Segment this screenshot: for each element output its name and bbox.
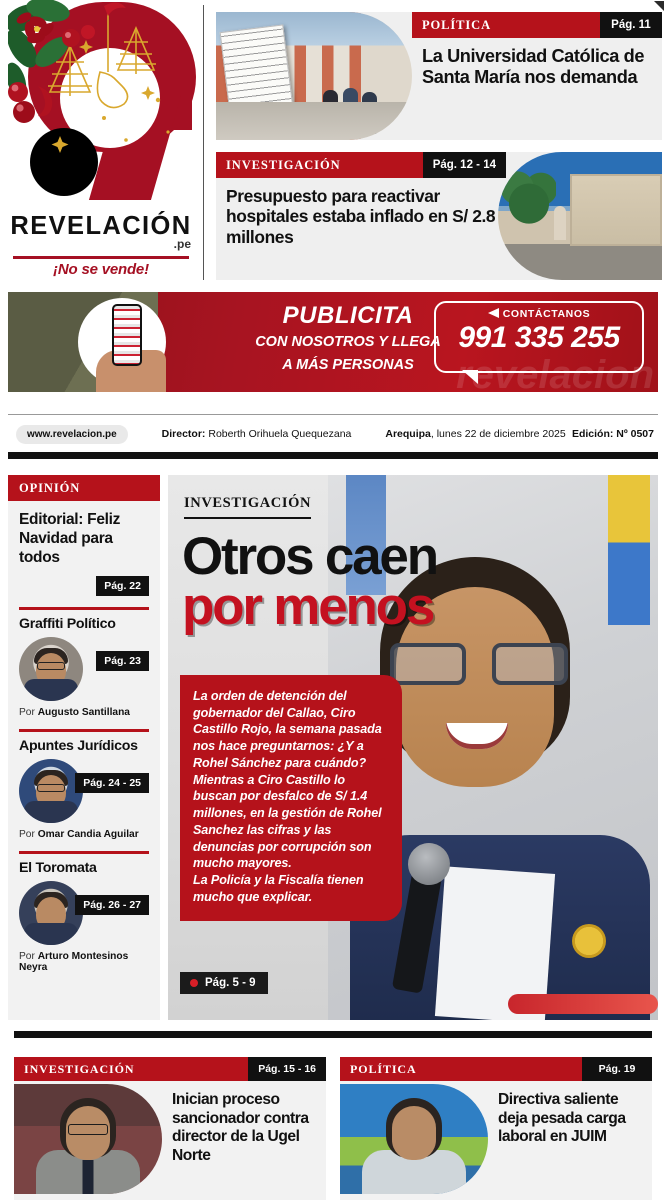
edition-info (572, 428, 654, 440)
main-story-kicker[interactable]: INVESTIGACIÓN (184, 495, 311, 519)
bottom-section-rule (14, 1031, 652, 1038)
section-tag-politica[interactable]: POLÍTICA (412, 12, 600, 38)
document-overlay-icon (220, 24, 295, 123)
author-name: Omar Candia Aguilar (37, 828, 139, 840)
ad-contact-text: CONTÁCTANOS (502, 308, 591, 320)
website-pill[interactable]: www.revelacion.pe (16, 425, 128, 444)
main-story[interactable] (168, 475, 658, 1020)
megaphone-icon (488, 308, 499, 318)
summary-paragraph-2: La Policía y la Fiscalía tienen mucho que explicar. (193, 873, 364, 904)
section-tag-politica[interactable]: POLÍTICA (340, 1057, 582, 1081)
opinion-sidebar (8, 475, 160, 1020)
summary-paragraph-1: La orden de detención del gobernador del Callao, Ciro Castillo Rojo, la semana pasada nos hace preguntarnos: ¿Y a Rohel Sánchez para cuándo? Mientras a Ciro Castillo lo buscan por desfalco de S/ 1.4 millones, en la gestión de Rohel Sanchez las cifras y las denuncias por corrupción son mucho mayores. (193, 689, 382, 871)
opinion-column-title[interactable]: El Toromata (19, 859, 97, 876)
page-badge: Pág. 19 (582, 1057, 652, 1081)
author-name: Augusto Santillana (37, 706, 130, 718)
opinion-section-header[interactable]: OPINIÓN (8, 475, 160, 501)
logo-divider (13, 256, 189, 259)
main-headline-line2[interactable]: por menos (182, 577, 434, 636)
page-badge-text: Pág. 5 - 9 (205, 977, 256, 989)
publication-date: , lunes 22 de diciembre 2025 (430, 428, 566, 440)
logo-r-graphic (8, 0, 196, 215)
hospital-street-photo (498, 152, 662, 280)
page-badge: Pág. 26 - 27 (75, 895, 149, 915)
edition-label: Edición: (571, 428, 614, 440)
opinion-column-byline (19, 829, 149, 840)
opinion-column-title[interactable]: Apuntes Jurídicos (19, 737, 138, 754)
headline-title[interactable]: Presupuesto para reactivar hospitales estaba inflado en S/ 2.8 millones (226, 186, 496, 247)
opinion-column-row (19, 759, 149, 825)
ad-watermark: revelacion (456, 353, 654, 392)
ad-contact-bubble[interactable] (434, 301, 644, 373)
bottom-story-card-1[interactable] (14, 1057, 326, 1200)
opinion-column-byline (19, 951, 149, 973)
main-headline-line1[interactable]: Otros caen (182, 527, 437, 586)
opinion-column-title[interactable]: Graffiti Político (19, 615, 116, 632)
ad-headline: PUBLICITA (282, 302, 414, 329)
bottom-story-title[interactable]: Directiva saliente deja pesada carga laboral en JUIM (498, 1091, 626, 1146)
page-badge: Pág. 12 - 14 (423, 152, 506, 178)
author-name: Arturo Montesinos Neyra (19, 950, 129, 973)
opinion-separator (19, 607, 149, 610)
director-info (162, 428, 352, 440)
ad-subline-1: CON NOSOTROS Y LLEGA (255, 334, 441, 350)
byline-label: Por (19, 950, 35, 962)
infobar-black-rule (8, 452, 658, 459)
main-story-page-badge (180, 972, 268, 994)
page-badge: Pág. 15 - 16 (248, 1057, 326, 1081)
columnist-avatar (19, 881, 83, 945)
smartphone-icon (112, 304, 142, 366)
brand-domain-suffix: .pe (173, 237, 191, 251)
page-badge: Pág. 24 - 25 (75, 773, 149, 793)
edition-number: Nº 0507 (616, 428, 654, 440)
director-name: Roberth Orihuela Quequezana (208, 428, 352, 440)
opinion-column-byline (19, 707, 149, 718)
ad-phone-number[interactable]: 991 335 255 (458, 321, 620, 354)
man-outdoors-photo (340, 1084, 488, 1194)
section-tag-investigacion[interactable]: INVESTIGACIÓN (14, 1057, 248, 1081)
editorial-title[interactable]: Editorial: Feliz Navidad para todos (19, 511, 121, 566)
opinion-column-row (19, 881, 149, 947)
publication-infobar (8, 420, 658, 448)
opinion-column-row (19, 637, 149, 703)
ad-contact-label (436, 308, 642, 320)
byline-label: Por (19, 828, 35, 840)
byline-label: Por (19, 706, 35, 718)
page-badge: Pág. 23 (96, 651, 149, 671)
official-portrait-photo (14, 1084, 162, 1194)
main-story-summary (180, 675, 402, 921)
infobar-top-rule (8, 414, 658, 415)
newspaper-logo[interactable] (0, 0, 200, 285)
advertisement-banner[interactable] (8, 292, 658, 392)
headline-title[interactable]: La Universidad Católica de Santa María nos demanda (422, 46, 645, 88)
ad-subline-2: A MÁS PERSONAS (282, 356, 414, 373)
top-headline-card-1[interactable] (216, 12, 662, 140)
city-name: Arequipa (385, 428, 431, 440)
masthead-vertical-divider (203, 5, 204, 280)
columnist-avatar (19, 759, 83, 823)
masthead-section (0, 0, 666, 285)
brand-wordmark: REVELACIÓN (10, 212, 192, 240)
opinion-separator (19, 851, 149, 854)
brand-tagline: ¡No se vende! (53, 261, 149, 278)
opinion-separator (19, 729, 149, 732)
page-badge: Pág. 11 (600, 12, 662, 38)
bottom-story-card-2[interactable] (340, 1057, 652, 1200)
columnist-avatar (19, 637, 83, 701)
date-info (385, 428, 565, 440)
section-tag-investigacion[interactable]: INVESTIGACIÓN (216, 152, 423, 178)
top-headline-card-2[interactable] (216, 152, 662, 280)
university-facade-photo (216, 12, 412, 140)
director-label: Director: (161, 428, 206, 440)
page-badge: Pág. 22 (96, 576, 149, 596)
red-dot-icon (190, 979, 198, 987)
bottom-story-title[interactable]: Inician proceso sancionador contra director de la Ugel Norte (172, 1091, 309, 1165)
